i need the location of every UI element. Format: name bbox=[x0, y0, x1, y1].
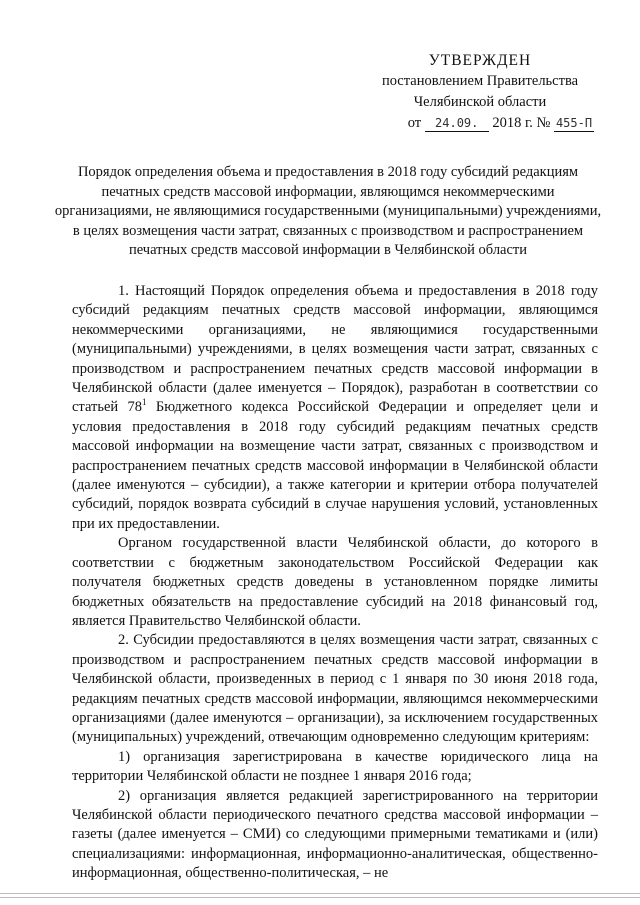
paragraph-3: 2. Субсидии предоставляются в целях возмещения части затрат, связанных с производством и распространением печатных средств массовой информации в Челябинской области, произведенных в период с 1 января по 30 июня 2018 года, редакциям печатных средств массовой информации, являющимся некоммерческими организациями (далее именуются – организации), за исключением государственных (муниципальных) учреждений, отвечающим одновременно следующим критериям: bbox=[72, 632, 598, 746]
page-bottom-rule bbox=[0, 893, 640, 894]
approval-line-1: постановлением Правительства bbox=[381, 73, 579, 89]
handwritten-date: 24.09. bbox=[425, 116, 489, 132]
article-superscript: 1 bbox=[142, 397, 147, 408]
handwritten-number: 455-П bbox=[555, 116, 593, 130]
paragraph-4: 1) организация зарегистрирована в качестве юридического лица на территории Челябинской области не позднее 1 января 2016 года; bbox=[72, 748, 598, 785]
approval-date-line bbox=[360, 113, 600, 134]
document-title: Порядок определения объема и предоставления в 2018 году субсидий редакциям печатных средств массовой информации, являющимся некоммерческими организациями, не являющимися государственными (муниципальными) учреждениями, в целях возмещения части затрат, связанных с производством и распространением печатных средств массовой информации в Челябинской области bbox=[54, 164, 602, 258]
paragraph-5: 2) организация является редакцией зарегистрированного на территории Челябинской области периодического печатного средства массовой информации – газеты (далее именуется – СМИ) со следующими примерными тематиками и (или) специализациями: информационная, информационно-аналитическая, общественно-информационная, общественно-политическая, – не bbox=[72, 787, 598, 882]
paragraph-1-part-2: Бюджетного кодекса Российской Федерации и определяет цели и условия предоставления в 2018 году субсидий редакциям печатных средств массовой информации на возмещение части затрат, связанных с производством и распространением печатных средств массовой информации в Челябинской области (далее именуются – субсидии), а также категории и критерии отбора получателей субсидий, порядок возврата субсидий в случае нарушения условий, установленных при их предоставлении. bbox=[72, 399, 599, 532]
paragraph-2: Органом государственной власти Челябинской области, до которого в соответствии с бюджетным законодательством Российской Федерации как получателя бюджетных средств доведены в установленном порядке лимиты бюджетных обязательств на предоставление субсидий на 2018 финансовый год, является Правительство Челябинской области. bbox=[72, 535, 598, 629]
paragraph-1 bbox=[72, 282, 598, 534]
year-number-label: 2018 г. № bbox=[492, 115, 551, 131]
approval-heading: УТВЕРЖДЕН bbox=[428, 52, 532, 69]
page-bottom-rule bbox=[0, 897, 640, 898]
paragraph-1-part-1: 1. Настоящий Порядок определения объема и предоставления в 2018 году субсидий редакциям печатных средств массовой информации, являющимся некоммерческими организациями, не являющимися государственными (муниципальными) учреждениями, в целях возмещения части затрат, связанных с производством и распространением печатных средств массовой информации в Челябинской области (далее именуется – Порядок), разработан в соответствии со статьей 78 bbox=[72, 283, 598, 416]
approval-line-2: Челябинской области bbox=[413, 94, 547, 110]
date-prefix: от bbox=[407, 115, 422, 131]
document-body bbox=[72, 282, 598, 884]
approval-stamp bbox=[360, 50, 600, 134]
